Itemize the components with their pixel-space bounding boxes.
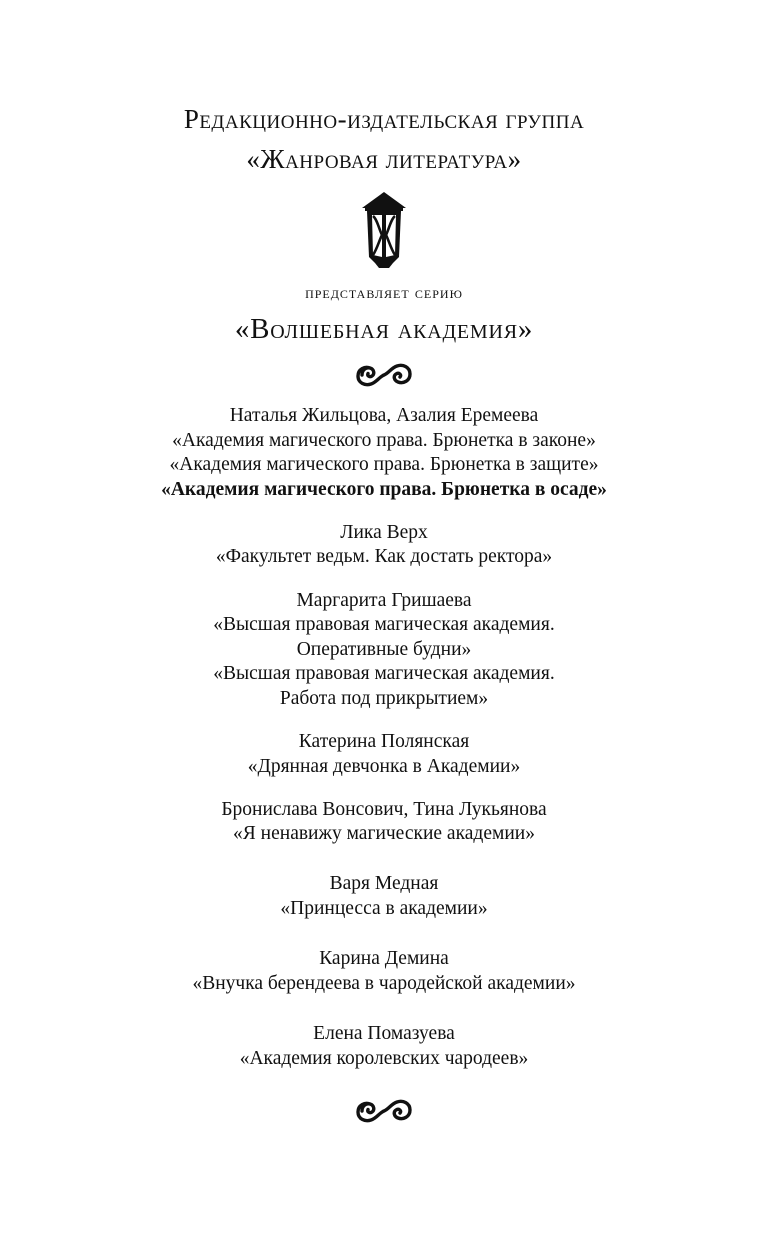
double-spiral-icon [354,360,414,390]
author-name: Варя Медная [329,872,439,894]
book-entry [0,730,768,779]
book-title: «Высшая правовая магическая академия. [213,663,555,685]
author-name: Лика Верх [340,521,428,543]
book-entry [0,947,768,996]
book-title: «Дрянная девчонка в Академии» [247,755,521,777]
book-list [0,404,768,1090]
book-title: «Высшая правовая магическая академия. [213,614,555,636]
author-name: Елена Помазуева [313,1023,455,1045]
series-title: «Волшебная академия» [234,313,534,345]
publisher-header [0,99,768,179]
book-title-continued: Оперативные будни» [296,638,472,660]
book-entry [0,521,768,570]
author-name: Карина Демина [319,948,449,970]
author-name: Маргарита Гришаева [296,589,472,611]
book-title: «Я ненавижу магические академии» [233,823,535,845]
book-entry [0,798,768,847]
author-name: Катерина Полянская [298,731,470,753]
series-intro: представляет серию [305,283,463,302]
book-title-continued: Работа под прикрытием» [279,687,489,709]
book-title: «Академия магического права. Брюнетка в законе» [172,429,596,451]
author-name: Наталья Жильцова, Азалия Еремеева [229,405,539,426]
book-entry [0,872,768,921]
book-title-current: «Академия магического права. Брюнетка в осаде» [161,478,607,500]
book-title: «Академия королевских чародеев» [239,1047,529,1069]
book-entry [0,404,768,502]
lantern-zh-icon [359,191,409,269]
publisher-imprint: «Жанровая литература» [246,144,522,174]
double-spiral-icon [354,1096,414,1126]
book-entry [0,1022,768,1071]
book-title: «Внучка берендеева в чародейской академии» [192,972,576,994]
book-entry [0,589,768,712]
book-title: «Факультет ведьм. Как достать ректора» [215,546,553,568]
author-name: Бронислава Вонсович, Тина Лукьянова [221,798,547,820]
book-title: «Принцесса в академии» [280,897,488,919]
publisher-name: Редакционно-издательская группа [183,104,585,134]
book-title: «Академия магического права. Брюнетка в защите» [169,454,599,476]
